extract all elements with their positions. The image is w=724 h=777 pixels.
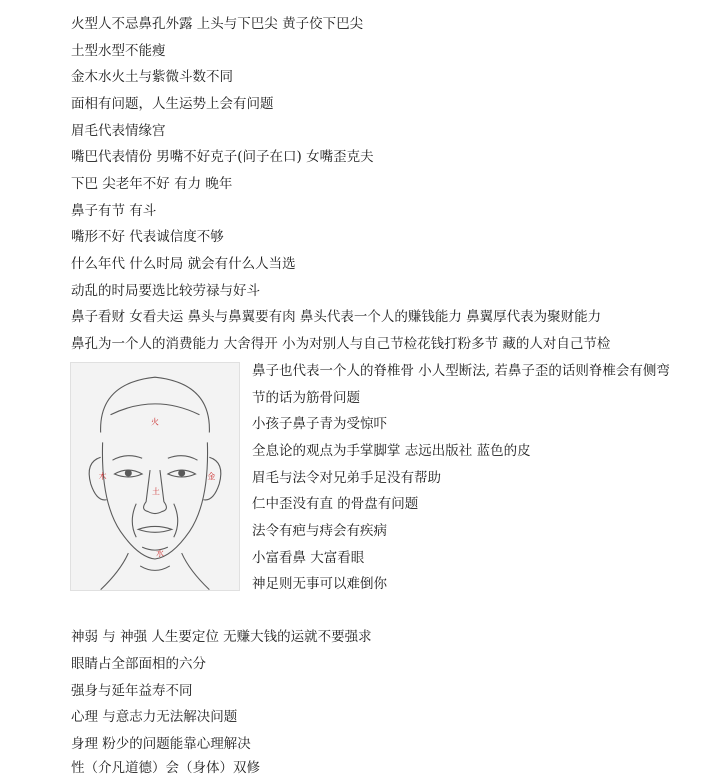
- right-eyebrow: [168, 456, 198, 461]
- text-line: 性（介凡道德）会（身体）双修: [71, 760, 260, 776]
- text-line: 眼睛占全部面相的六分: [71, 656, 206, 672]
- earth-mark: 土: [152, 486, 160, 496]
- face-reading-illustration: [70, 362, 240, 591]
- text-line: 什么年代 什么时局 就会有什么人当选: [71, 256, 296, 272]
- text-line: 土型水型不能瘦: [71, 43, 166, 59]
- text-line: 嘴巴代表情份 男嘴不好克子(问子在口) 女嘴歪克夫: [71, 149, 374, 165]
- text-line: 心理 与意志力无法解决问题: [71, 709, 238, 725]
- text-line: 小孩子鼻子青为受惊吓: [252, 416, 387, 432]
- text-line: 下巴 尖老年不好 有力 晚年: [71, 176, 233, 192]
- text-line: 神弱 与 神强 人生要定位 无赚大钱的运就不要强求: [71, 629, 372, 645]
- fire-mark: 火: [151, 417, 159, 427]
- text-line: 面相有问题，人生运势上会有问题: [71, 96, 274, 112]
- text-line: 小富看鼻 大富看眼: [252, 550, 365, 566]
- wood-mark: 木: [98, 471, 107, 481]
- metal-mark: 金: [207, 471, 216, 481]
- text-line: 鼻子也代表一个人的脊椎骨 小人型断法, 若鼻子歪的话则脊椎会有侧弯: [252, 363, 670, 379]
- face-contour: [102, 442, 207, 559]
- text-line: 法令有疤与痔会有疾病: [252, 523, 387, 539]
- text-line: 节的话为筋骨问题: [252, 390, 360, 406]
- text-line: 金木水火土与紫微斗数不同: [71, 69, 233, 85]
- text-line: 鼻子有节 有斗: [71, 203, 157, 219]
- text-line: 仁中歪没有直 的骨盘有问题: [252, 496, 419, 512]
- text-line: 嘴形不好 代表诚信度不够: [71, 229, 224, 245]
- text-line: 火型人不忌鼻孔外露 上头与下巴尖 黄子佼下巴尖: [71, 16, 364, 32]
- text-line: 动乱的时局要选比较劳禄与好斗: [71, 283, 260, 299]
- water-mark: 水: [155, 549, 164, 559]
- text-line: 鼻孔为一个人的消费能力 大舍得开 小为对别人与自己节检花钱打粉多节 藏的人对自己节检: [71, 336, 611, 352]
- face-drawing: [71, 363, 239, 590]
- mouth: [138, 526, 172, 532]
- left-eyebrow: [113, 456, 143, 461]
- text-line: 鼻子看财 女看夫运 鼻头与鼻翼要有肉 鼻头代表一个人的赚钱能力 鼻翼厚代表为聚财能力: [71, 309, 602, 325]
- text-line: 眉毛与法令对兄弟手足没有帮助: [252, 470, 441, 486]
- text-line: 强身与延年益寿不同: [71, 683, 193, 699]
- text-line: 眉毛代表情缘宫: [71, 123, 166, 139]
- text-line: 神足则无事可以难倒你: [252, 576, 387, 592]
- text-line: 身理 粉少的问题能靠心理解决: [71, 736, 251, 752]
- text-line: 全息论的观点为手掌脚掌 志远出版社 蓝色的皮: [252, 443, 531, 459]
